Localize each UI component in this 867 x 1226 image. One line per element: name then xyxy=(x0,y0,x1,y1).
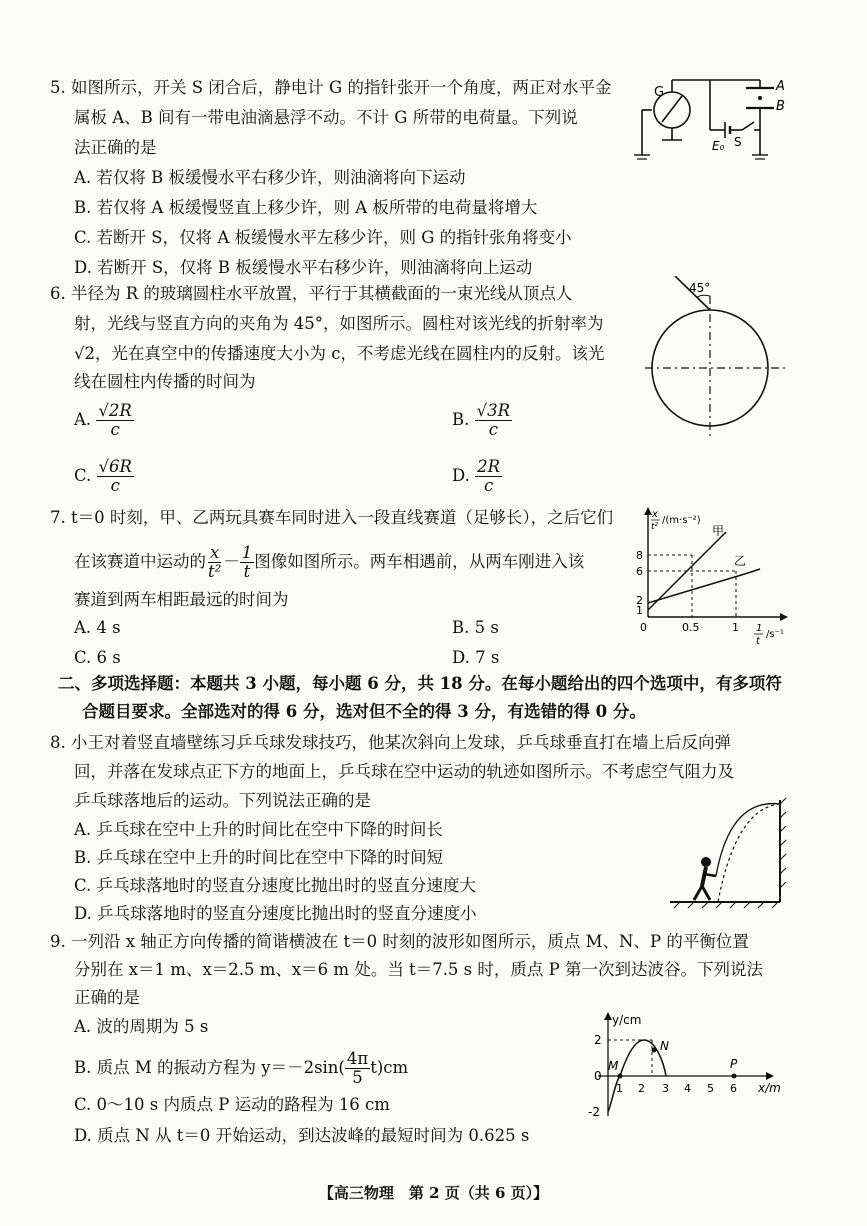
numerator: √2R xyxy=(98,401,132,420)
fraction xyxy=(475,458,502,495)
y-axis-num: x xyxy=(652,509,658,520)
x-axis-num: 1 xyxy=(756,623,763,634)
x-tick-4: 4 xyxy=(684,1082,691,1095)
q7-option-c: C. 6 s xyxy=(74,648,121,667)
x-axis-den: t xyxy=(756,636,760,647)
numerator: 4π xyxy=(346,1049,369,1068)
point-p-label: P xyxy=(730,1057,738,1071)
q5-option-a: A. 若仅将 B 板缓慢水平右移少许，则油滴将向下运动 xyxy=(74,168,466,187)
q6-stem-line2: 射，光线与竖直方向的夹角为 45°，如图所示。圆柱对该光线的折射率为 xyxy=(74,314,604,333)
series-jia-label: 甲 xyxy=(712,524,725,538)
q6-option-a xyxy=(74,402,134,439)
q8-option-a: A. 乒乓球在空中上升的时间比在空中下降的时间长 xyxy=(74,820,443,839)
fraction xyxy=(475,402,512,439)
q8-stem-line3: 乒乓球落地后的运动。下列说法正确的是 xyxy=(74,791,371,810)
q6-option-b xyxy=(452,402,512,439)
x-tick-3: 3 xyxy=(662,1082,669,1095)
q7-option-b: B. 5 s xyxy=(452,618,499,637)
y-tick-8: 8 xyxy=(636,549,643,562)
label-b: B xyxy=(776,99,785,114)
x-tick-0-5: 0.5 xyxy=(682,621,700,634)
q9-stem-line3: 正确的是 xyxy=(74,988,140,1007)
q8-wall-diagram xyxy=(670,790,800,910)
denominator: c xyxy=(110,420,120,439)
denominator: t² xyxy=(208,562,222,581)
q5-stem-line3: 法正确的是 xyxy=(74,138,157,157)
numerator: √6R xyxy=(98,457,132,476)
denominator: t xyxy=(243,562,251,581)
denominator: c xyxy=(483,476,494,495)
y-tick-1: 1 xyxy=(636,604,643,617)
q9-wave-graph xyxy=(580,1012,790,1122)
q6-option-d xyxy=(452,458,502,495)
q9-option-b xyxy=(74,1050,408,1087)
q7-graph xyxy=(630,505,810,650)
fraction xyxy=(345,1050,370,1087)
fraction xyxy=(206,544,223,581)
q9-stem-line1: 9. 一列沿 x 轴正方向传播的简谐横波在 t＝0 时刻的波形如图所示，质点 M、N、P 的平衡位置 xyxy=(50,932,749,951)
option-label: D. xyxy=(452,466,470,485)
text: 在该赛道中运动的 xyxy=(74,552,206,571)
q6-stem-line3: √2，光在真空中的传播速度大小为 c，不考虑光线在圆柱内的反射。该光 xyxy=(74,344,605,363)
section2-heading-line1: 二、多项选择题：本题共 3 小题，每小题 6 分，共 18 分。在每小题给出的四个选项中，有多项符 xyxy=(58,674,782,693)
option-label: B. xyxy=(452,410,470,429)
label-s: S xyxy=(734,135,742,149)
q5-stem-line2: 属板 A、B 间有一带电油滴悬浮不动。不计 G 所带的电荷量。下列说 xyxy=(74,108,578,127)
q6-stem-line4: 线在圆柱内传播的时间为 xyxy=(74,372,256,391)
text: 图像如图所示。两车相遇前，从两车刚进入该 xyxy=(254,552,585,571)
q8-stem-line1: 8. 小王对着竖直墙壁练习乒乓球发球技巧，他某次斜向上发球，乒乓球垂直打在墙上后反向弹 xyxy=(50,733,731,752)
q9-option-a: A. 波的周期为 5 s xyxy=(74,1017,209,1036)
q7-option-a: A. 4 s xyxy=(74,618,121,637)
point-n-label: N xyxy=(660,1039,669,1053)
label-a: A xyxy=(776,79,785,94)
x-tick-1: 1 xyxy=(732,621,739,634)
angle-label: 45° xyxy=(689,281,711,295)
q9-stem-line2: 分别在 x＝1 m、x＝2.5 m、x＝6 m 处。当 t＝7.5 s 时，质点 P 第一次到达波谷。下列说法 xyxy=(74,960,763,979)
page-footer: 【高三物理 第 2 页（共 6 页）】 xyxy=(318,1184,549,1202)
x-tick-0: 0 xyxy=(640,621,647,634)
q5-circuit-diagram xyxy=(630,70,790,170)
q6-stem-line1: 6. 半径为 R 的玻璃圆柱水平放置，平行于其横截面的一束光线从顶点人 xyxy=(50,284,573,303)
y-axis-label: y/cm xyxy=(612,1013,642,1027)
x-axis-unit: /s⁻¹ xyxy=(766,629,784,640)
q7-option-d: D. 7 s xyxy=(452,648,500,667)
numerator: x xyxy=(209,543,220,562)
q5-option-c: C. 若断开 S，仅将 A 板缓慢水平左移少许，则 G 的指针张角将变小 xyxy=(74,228,572,247)
label-e0: E₀ xyxy=(712,139,725,153)
y-tick-2: 2 xyxy=(594,1033,602,1047)
q8-option-c: C. 乒乓球落地时的竖直分速度比抛出时的竖直分速度大 xyxy=(74,876,477,895)
x-tick-1: 1 xyxy=(616,1082,623,1095)
y-tick-6: 6 xyxy=(636,565,643,578)
fraction xyxy=(240,544,255,581)
q8-option-d: D. 乒乓球落地时的竖直分速度比抛出时的竖直分速度小 xyxy=(74,904,477,923)
y-tick-2: 2 xyxy=(636,594,643,607)
denominator: 5 xyxy=(352,1068,363,1087)
fraction xyxy=(97,458,134,495)
option-label: C. xyxy=(74,466,92,485)
x-tick-5: 5 xyxy=(707,1082,714,1095)
section2-heading-line2: 合题目要求。全部选对的得 6 分，选对但不全的得 3 分，有选错的得 0 分。 xyxy=(82,702,646,721)
q6-option-c xyxy=(74,458,134,495)
x-tick-2: 2 xyxy=(638,1082,645,1095)
minus-sign: － xyxy=(223,552,240,571)
denominator: c xyxy=(110,476,120,495)
q8-option-b: B. 乒乓球在空中上升的时间比在空中下降的时间短 xyxy=(74,848,444,867)
point-m-label: M xyxy=(608,1059,619,1073)
q7-stem-line1: 7. t＝0 时刻，甲、乙两玩具赛车同时进入一段直线赛道（足够长），之后它们 xyxy=(50,508,614,527)
option-label: A. xyxy=(74,410,92,429)
q5-option-d: D. 若断开 S，仅将 B 板缓慢水平右移少许，则油滴将向上运动 xyxy=(74,258,533,277)
q9-option-c: C. 0～10 s 内质点 P 运动的路程为 16 cm xyxy=(74,1095,390,1114)
denominator: c xyxy=(488,420,498,439)
q7-stem-line3: 赛道到两车相距最远的时间为 xyxy=(74,590,289,609)
numerator: √3R xyxy=(476,401,511,420)
q7-stem-line2 xyxy=(74,544,584,581)
y-axis-den: t² xyxy=(651,522,659,532)
numerator: 2R xyxy=(477,457,501,476)
q6-cylinder-diagram xyxy=(645,276,825,436)
q8-stem-line2: 回，并落在发球点正下方的地面上，乒乓球在空中运动的轨迹如图所示。不考虑空气阻力及 xyxy=(74,762,734,781)
y-tick-minus-2: -2 xyxy=(588,1105,600,1119)
origin-label: 0 xyxy=(594,1069,602,1083)
y-axis-unit: /(m·s⁻²) xyxy=(662,515,701,526)
fraction xyxy=(96,402,133,439)
q5-option-b: B. 若仅将 A 板缓慢竖直上移少许，则 A 板所带的电荷量将增大 xyxy=(74,198,538,217)
text: t)cm xyxy=(370,1058,409,1077)
q9-option-d: D. 质点 N 从 t＝0 开始运动，到达波峰的最短时间为 0.625 s xyxy=(74,1126,530,1145)
q5-stem-line1: 5. 如图所示，开关 S 闭合后，静电计 G 的指针张开一个角度，两正对水平金 xyxy=(50,78,612,97)
x-axis-label: x/m xyxy=(758,1081,781,1095)
text: B. 质点 M 的振动方程为 y＝－2sin( xyxy=(74,1058,345,1077)
label-g: G xyxy=(654,85,665,100)
series-yi-label: 乙 xyxy=(734,554,747,568)
x-tick-6: 6 xyxy=(730,1082,737,1095)
numerator: 1 xyxy=(241,543,253,562)
